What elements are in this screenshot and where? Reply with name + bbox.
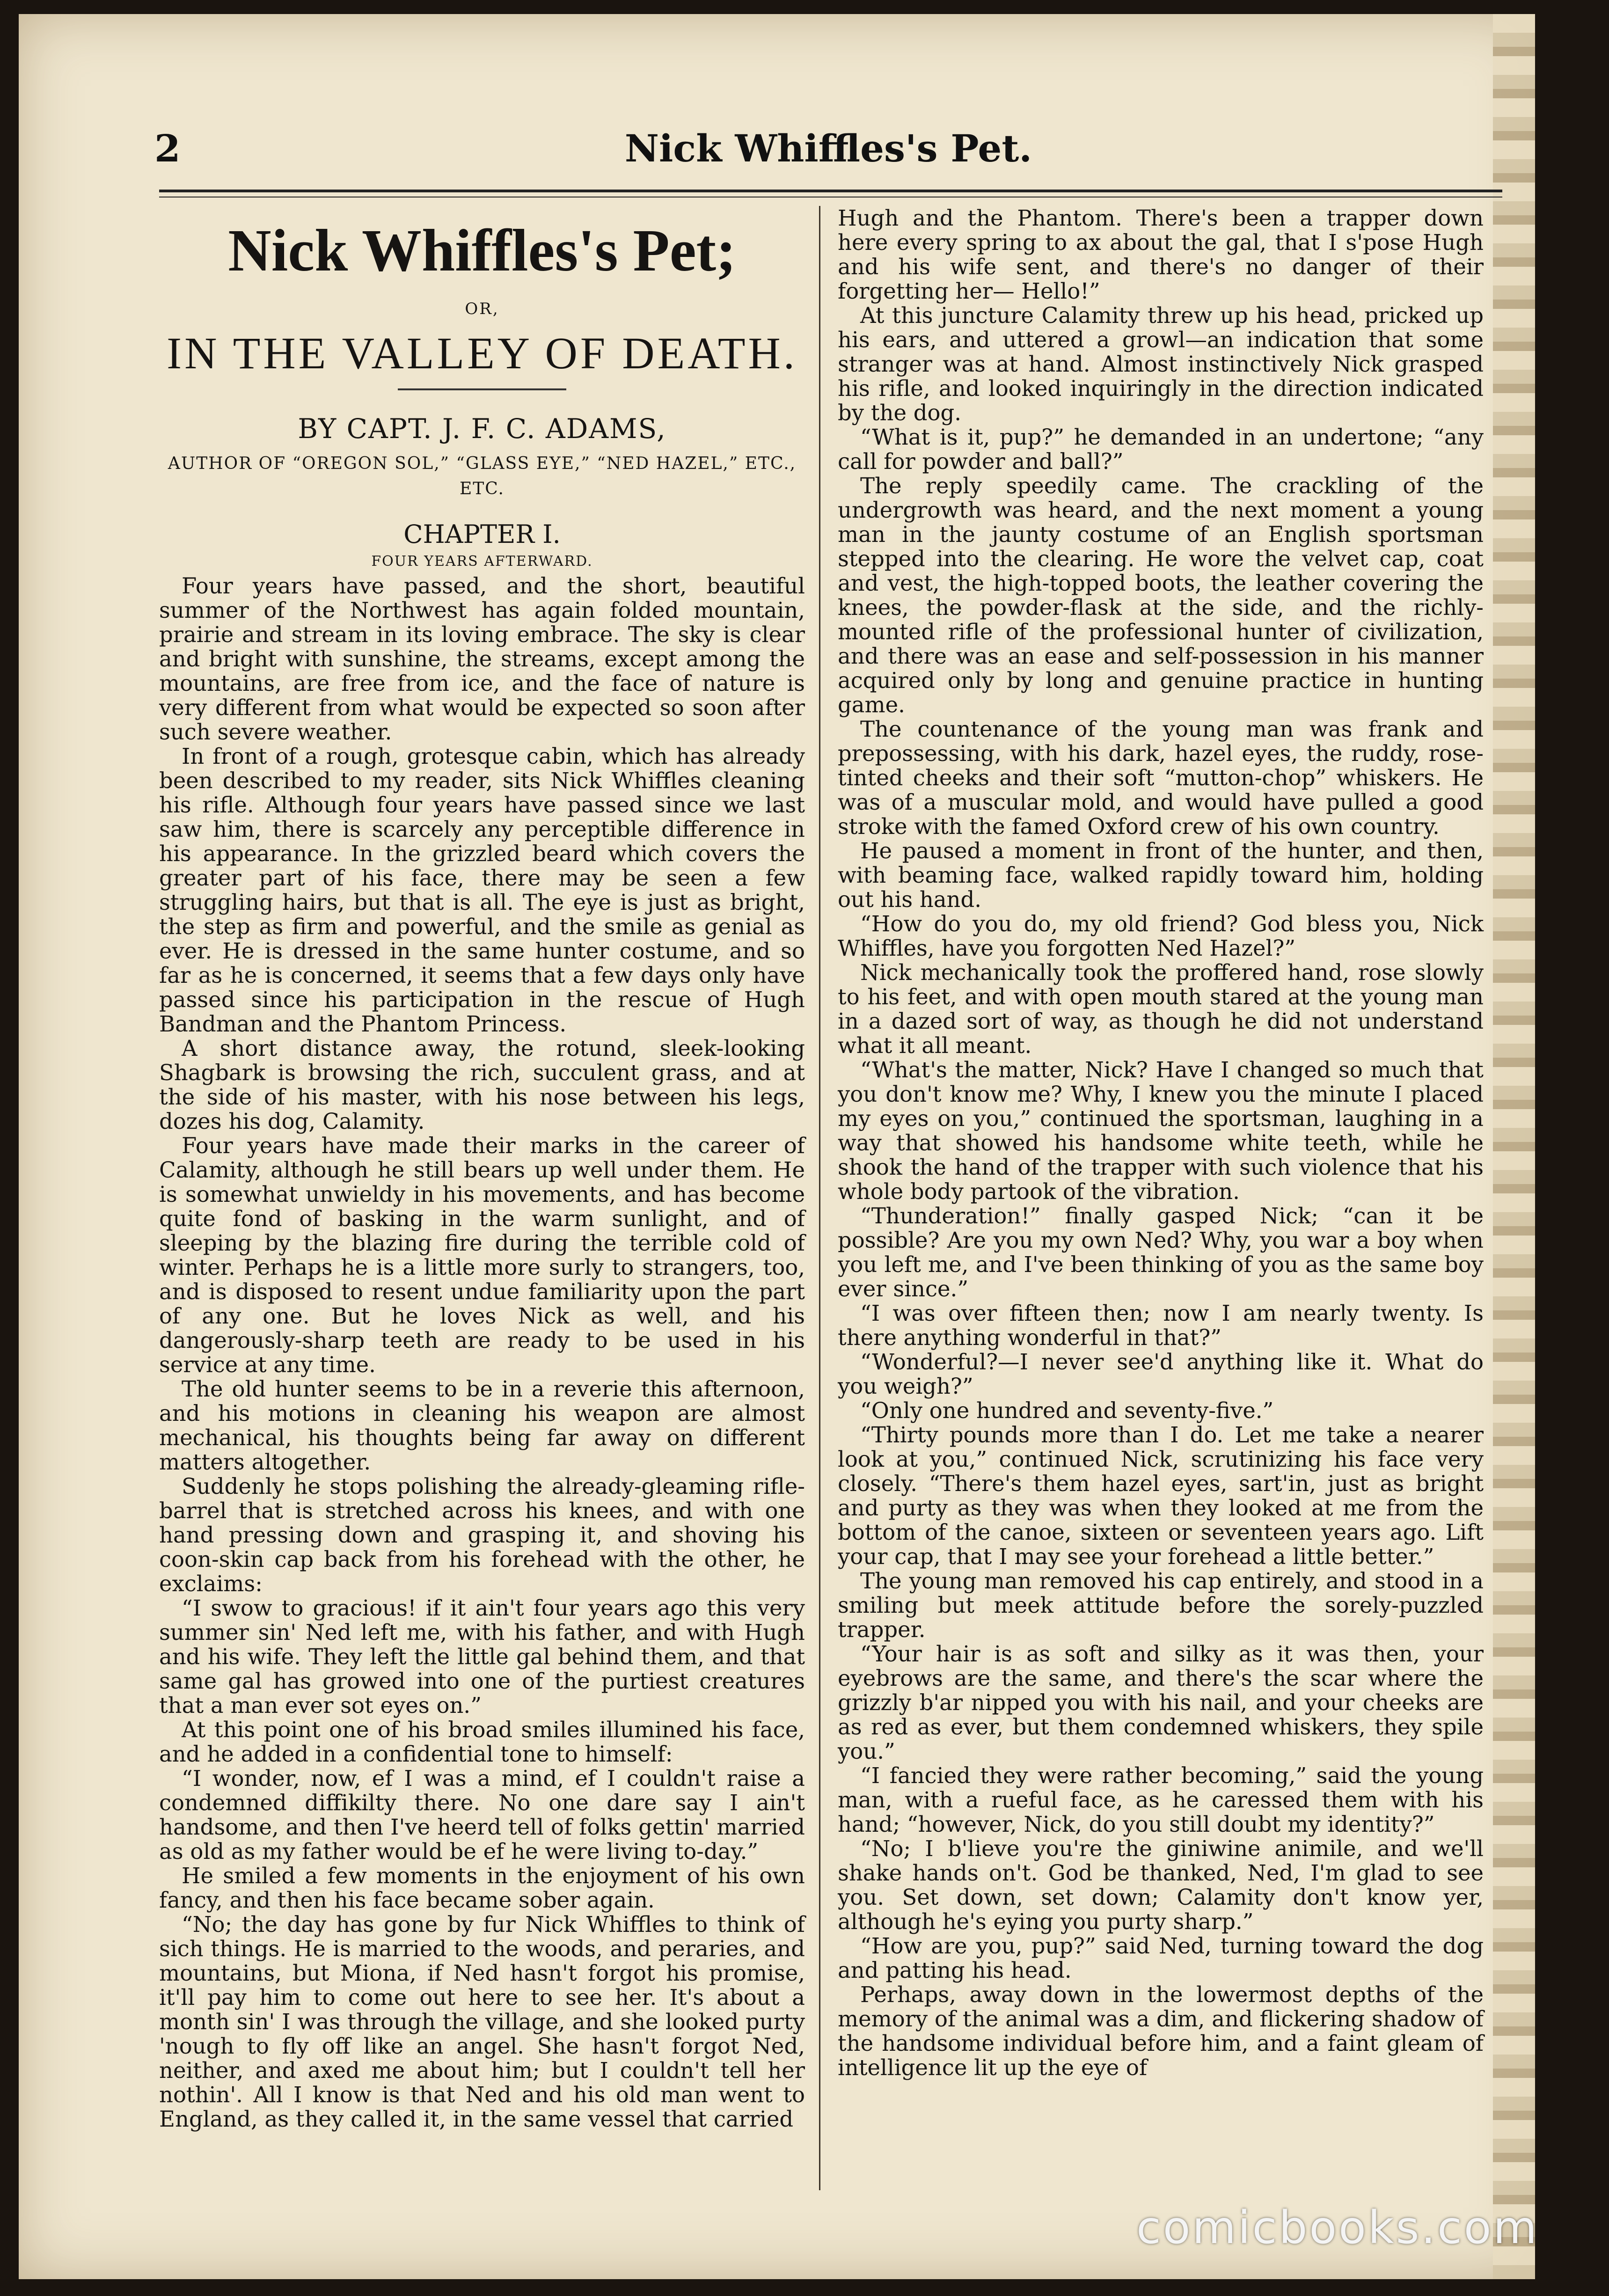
paragraph: “I swow to gracious! if it ain't four years ago this very summer sin' Ned left me, with his father, and with Hugh and his wife. They left the little gal behind them, and that same gal has growed into one of the purtiest creatures that a man ever sot eyes on.” [159,1595,805,1718]
paragraph: Four years have made their marks in the career of Calamity, although he still bears up well under them. He is somewhat unwieldy in his movements, and has become quite fond of basking in the warm sunlight, and of sleeping by the blazing fire during the terrible cold of winter. Perhaps he is a little more surly to strangers, too, and is disposed to resent undue familiarity upon the part of any one. But he loves Nick as well, and his dangerously-sharp teeth are ready to be used in his service at any time. [159,1133,805,1377]
paragraph: “How are you, pup?” said Ned, turning toward the dog and patting his head. [838,1933,1484,1983]
byline: BY CAPT. J. F. C. ADAMS, [298,413,666,445]
left-column [159,206,805,2131]
author-credits: AUTHOR OF “OREGON SOL,” “GLASS EYE,” “NED HAZEL,” ETC., ETC. [168,454,797,498]
paragraph: A short distance away, the rotund, sleek-looking Shagbark is browsing the rich, succulent grass, and at the side of his master, with his nose between his legs, dozes his dog, Calamity. [159,1036,805,1134]
title-or: OR, [465,300,499,318]
paragraph: “How do you do, my old friend? God bless you, Nick Whiffles, have you forgotten Ned Hazel?” [838,911,1484,961]
paragraph: “I was over fifteen then; now I am nearly twenty. Is there anything wonderful in that?” [838,1301,1484,1350]
paragraph: “What is it, pup?” he demanded in an undertone; “any call for powder and ball?” [838,424,1484,474]
chapter-heading: CHAPTER I. [403,519,561,549]
paragraph: “I fancied they were rather becoming,” said the young man, with a rueful face, as he caressed them with his hand; “however, Nick, do you still doubt my identity?” [838,1763,1484,1837]
watermark: comicbooks.com [1136,2201,1539,2254]
paragraph: Four years have passed, and the short, beautiful summer of the Northwest has again folded mountain, prairie and stream in its loving embrace. The sky is clear and bright with sunshine, the streams, except among the mountains, are free from ice, and the face of nature is very different from what would be expected so soon after such severe weather. [159,573,805,745]
column-divider [819,206,820,2190]
header-rule [159,190,1502,192]
story-title: Nick Whiffles's Pet; [228,217,736,284]
paragraph: “Thirty pounds more than I do. Let me take a nearer look at you,” continued Nick, scrutinizing his face very closely. “There's them hazel eyes, sart'in, just as bright and purty as they was when they looked at me from the bottom of the canoe, sixteen or seventeen years ago. Lift your cap, that I may see your forehead a little better.” [838,1422,1484,1569]
paragraph: “No; I b'lieve you're the giniwine animile, and we'll shake hands on't. God be thanked, Ned, I'm glad to see you. Set down, set down; Calamity don't know yer, although he's eying you purty sharp.” [838,1836,1484,1934]
paragraph: The old hunter seems to be in a reverie this afternoon, and his motions in cleaning his weapon are almost mechanical, his thoughts being far away on different matters altogether. [159,1376,805,1475]
paragraph: At this point one of his broad smiles illumined his face, and he added in a confidential tone to himself: [159,1717,805,1767]
paragraph: The young man removed his cap entirely, and stood in a smiling but meek attitude before the sorely-puzzled trapper. [838,1568,1484,1642]
paragraph: Hugh and the Phantom. There's been a trapper down here every spring to ax about the gal, that I s'pose Hugh and his wife sent, and there's no danger of their forgetting her— Hello!” [838,205,1484,304]
paragraph: The countenance of the young man was frank and prepossessing, with his dark, hazel eyes, the ruddy, rose-tinted cheeks and their soft “mutton-chop” whiskers. He was of a muscular mold, and would have pulled a good stroke with the famed Oxford crew of his own country. [838,717,1484,839]
paragraph: “Your hair is as soft and silky as it was then, your eyebrows are the same, and there's the scar where the grizzly b'ar nipped you with his nail, and your cheeks are as red as ever, but them condemned whiskers, they spile you.” [838,1641,1484,1764]
paragraph: “No; the day has gone by fur Nick Whiffles to think of sich things. He is married to the woods, and peraries, and mountains, but Miona, if Ned hasn't forgot his promise, it'll pay him to come out here to see her. It's about a month sin' I was through the village, and she looked purty 'nough to fly off like an angel. She hasn't forgot Ned, neither, and axed me about him; but I couldn't tell her nothin'. All I know is that Ned and his old man went to England, as they called it, in the same vessel that carried [159,1912,805,2132]
paragraph: At this juncture Calamity threw up his head, pricked up his ears, and uttered a growl—an indication that some stranger was at hand. Almost instinctively Nick grasped his rifle, and looked inquiringly in the direction indicated by the dog. [838,303,1484,425]
paragraph: In front of a rough, grotesque cabin, which has already been described to my reader, sits Nick Whiffles cleaning his rifle. Although four years have passed since we last saw him, there is scarcely any perceptible difference in his appearance. In the grizzled beard which covers the greater part of his face, there may be seen a few struggling hairs, but that is all. The eye is just as bright, the step as firm and powerful, and the smile as genial as ever. He is dressed in the same hunter costume, and so far as he is concerned, it seems that a few days only have passed since his participation in the rescue of Hugh Bandman and the Phantom Princess. [159,744,805,1037]
paragraph: Suddenly he stops polishing the already-gleaming rifle-barrel that is stretched across his knees, and with one hand pressing down and grasping it, and shoving his coon-skin cap back from his forehead with the other, he exclaims: [159,1474,805,1596]
paragraph: The reply speedily came. The crackling of the undergrowth was heard, and the next moment a young man in the jaunty costume of an English sportsman stepped into the clearing. He wore the velvet cap, coat and vest, the high-topped boots, the leather covering the knees, the powder-flask at the side, and the richly-mounted rifle of the professional hunter of civilization, and there was an ease and self-possession in his manner acquired only by long and genuine practice in hunting game. [838,473,1484,717]
torn-page-edge [1493,14,1535,2279]
paragraph: “Only one hundred and seventy-five.” [860,1398,1274,1423]
title-divider [398,388,566,390]
paragraph: “Thunderation!” finally gasped Nick; “can it be possible? Are you my own Ned? Why, you war a boy when you left me, and I've been thinking of you as the same boy ever since.” [838,1203,1484,1302]
running-title: Nick Whiffles's Pet. [624,126,1032,170]
paragraph: He paused a moment in front of the hunter, and then, with beaming face, walked rapidly toward him, holding out his hand. [838,838,1484,912]
paragraph: He smiled a few moments in the enjoyment of his own fancy, and then his face became sober again. [159,1863,805,1913]
chapter-subheading: FOUR YEARS AFTERWARD. [371,553,593,570]
paragraph: “What's the matter, Nick? Have I changed so much that you don't know me? Why, I knew you the minute I placed my eyes on you,” continued the sportsman, laughing in a way that showed his handsome white teeth, while he shook the hand of the trapper with such violence that his whole body partook of the vibration. [838,1057,1484,1204]
right-column [838,206,1484,2080]
story-subtitle: IN THE VALLEY OF DEATH. [167,328,797,378]
page-number: 2 [154,126,181,170]
paragraph: “Wonderful?—I never see'd anything like it. What do you weigh?” [838,1349,1484,1399]
paragraph: Nick mechanically took the proffered hand, rose slowly to his feet, and with open mouth stared at the young man in a dazed sort of way, as though he did not understand what it all meant. [838,960,1484,1058]
page-header [154,126,1502,192]
paragraph: Perhaps, away down in the lowermost depths of the memory of the animal was a dim, and flickering shadow of the handsome individual before him, and a faint gleam of intelligence lit up the eye of [838,1982,1484,2080]
paragraph: “I wonder, now, ef I was a mind, ef I couldn't raise a condemned diffikilty there. No one dare say I ain't handsome, and then I've heerd tell of folks gettin' married as old as my father would be ef he were living to-day.” [159,1766,805,1864]
